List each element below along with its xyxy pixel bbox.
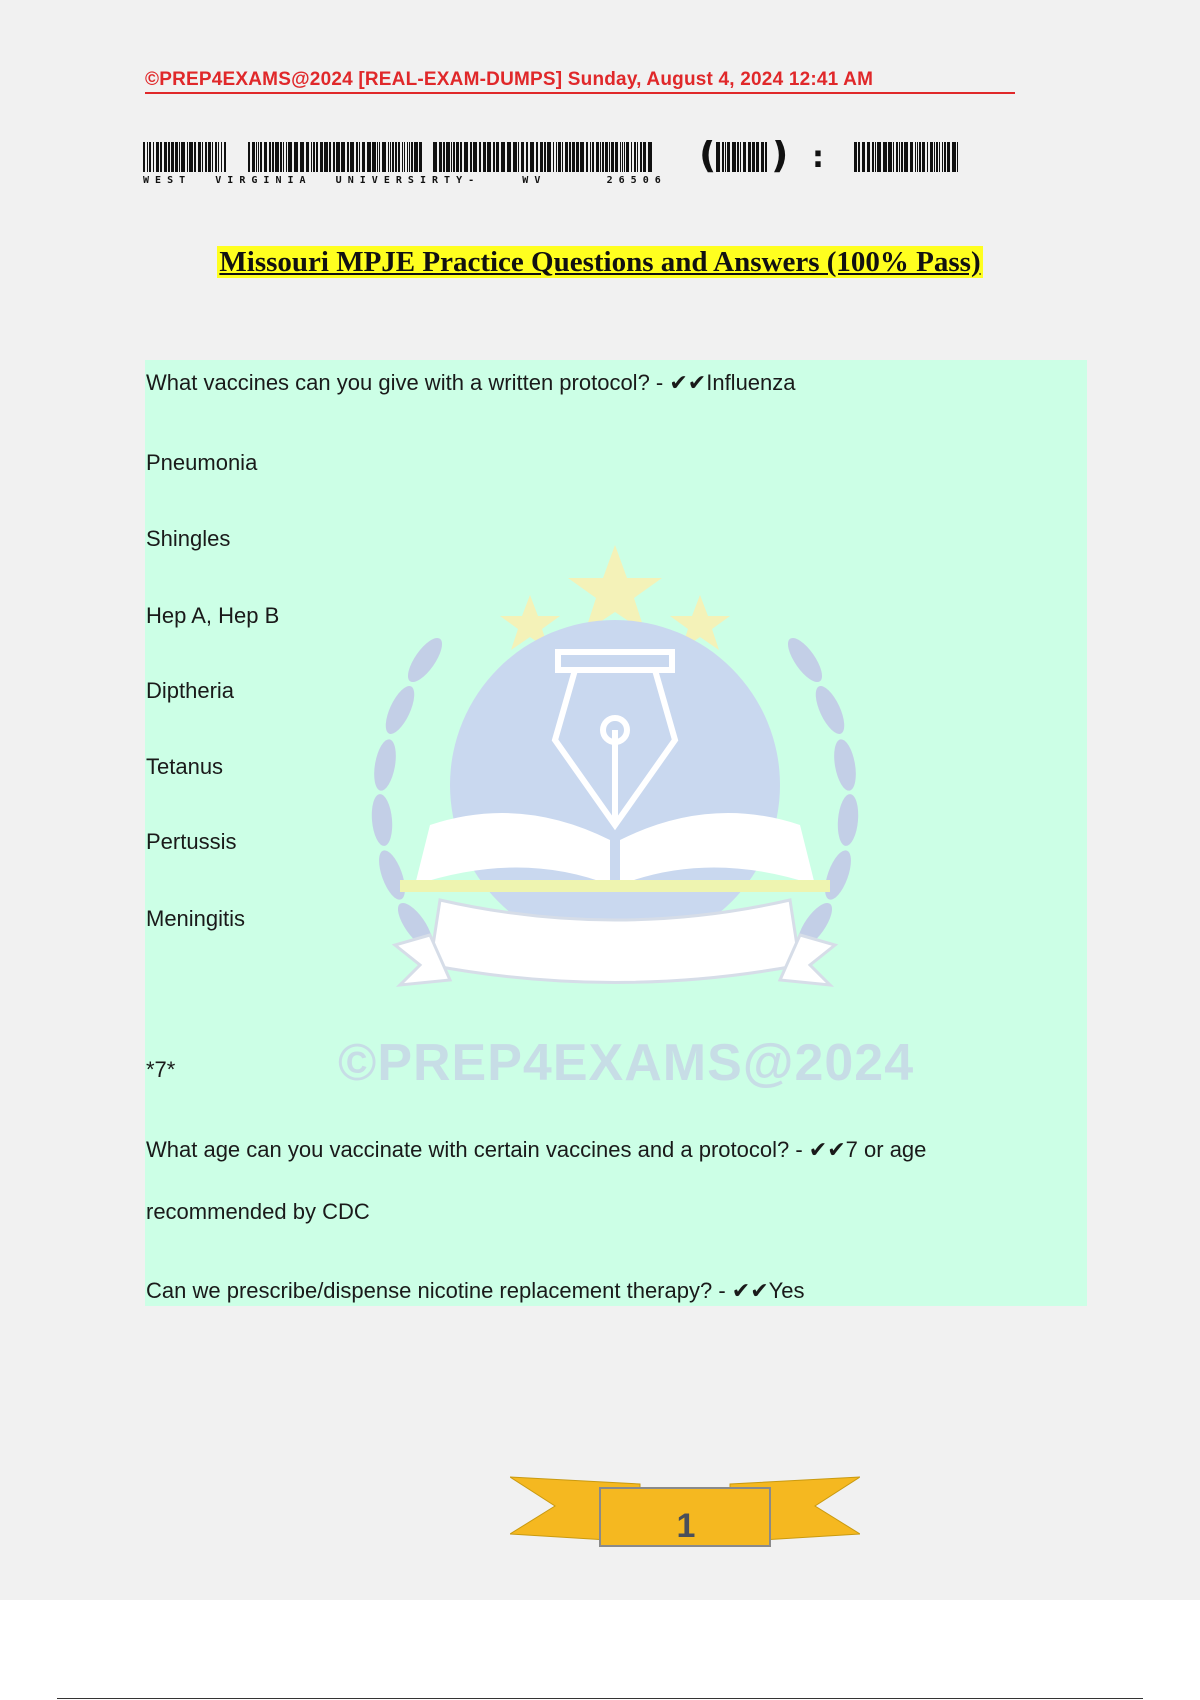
answer-line: Pneumonia — [146, 450, 258, 475]
barcode-graphic — [143, 140, 968, 176]
answer-line: What age can you vaccinate with certain vaccines and a protocol? - ✔✔7 or age — [146, 1137, 927, 1162]
answer-line: Meningitis — [146, 906, 246, 931]
barcode-banner — [143, 140, 968, 190]
document-title: Missouri MPJE Practice Questions and Answers (100% Pass) — [219, 246, 981, 278]
content-panel — [145, 360, 1087, 1306]
answer-line: What vaccines can you give with a written protocol? - ✔✔Influenza — [146, 370, 796, 395]
answer-line: Can we prescribe/dispense nicotine replacement therapy? - ✔✔Yes — [146, 1278, 805, 1303]
barcode-paren-open: ( — [699, 140, 717, 176]
barcode-caption: W E S T V I R G I N I A U N I V E R S I R T Y - W V 2 6 5 0 6 — [143, 175, 661, 186]
page-number: 1 — [676, 1507, 696, 1545]
answer-line: Hep A, Hep B — [146, 603, 280, 628]
barcode-paren-close: ) — [771, 140, 789, 176]
answer-line: Shingles — [146, 526, 231, 551]
answer-line: recommended by CDC — [146, 1199, 370, 1224]
answer-line: Tetanus — [146, 754, 224, 779]
answer-line: Pertussis — [146, 829, 237, 854]
watermark-text: ©PREP4EXAMS@2024 — [338, 1034, 915, 1092]
copyright-header: ©PREP4EXAMS@2024 [REAL-EXAM-DUMPS] Sunday, August 4, 2024 12:41 AM — [145, 68, 1015, 94]
barcode-colon: : — [812, 140, 824, 175]
answer-line: Diptheria — [146, 678, 235, 703]
bottom-rule — [57, 1698, 1143, 1699]
answer-line: *7* — [146, 1057, 176, 1082]
document-title-wrap — [0, 246, 1200, 279]
